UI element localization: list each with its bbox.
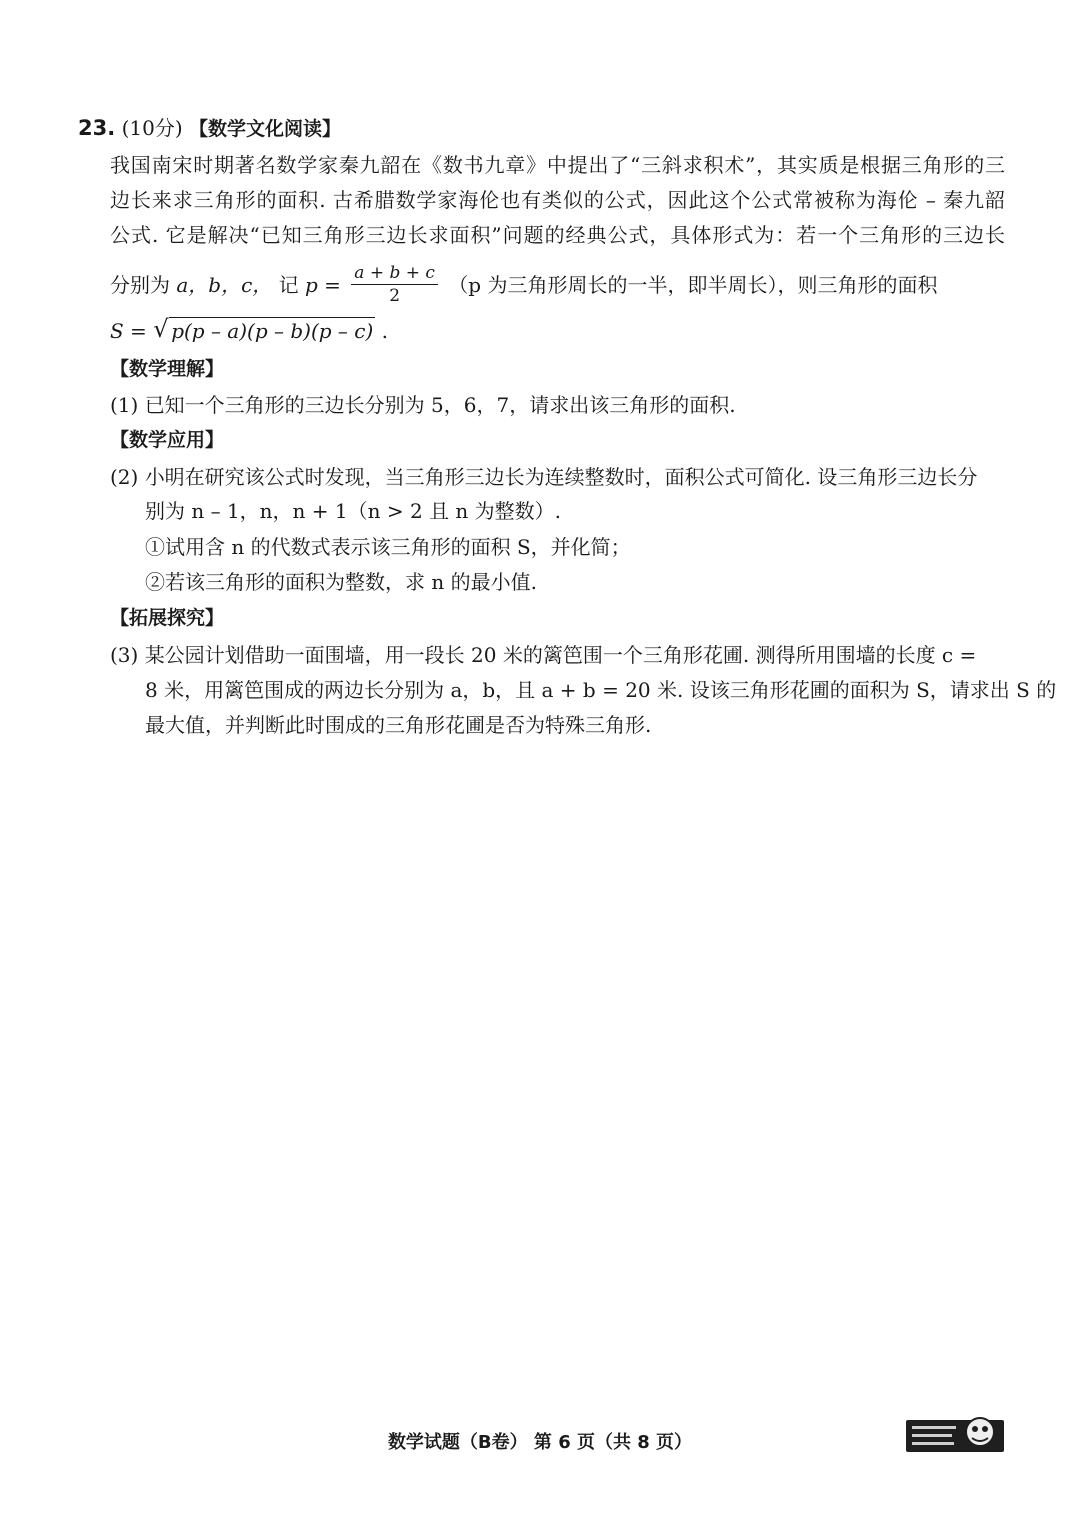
section-exploration: 【拓展探究】 [110, 607, 225, 629]
side-variables: a，b，c， [176, 273, 273, 297]
formula-end: . [381, 319, 389, 343]
section-application: 【数学应用】 [110, 429, 225, 451]
section-understanding: 【数学理解】 [110, 358, 225, 380]
question-2-sub-1: ①试用含 n 的代数式表示该三角形的面积 S，并化简； [145, 535, 631, 559]
question-topic: 【数学文化阅读】 [188, 118, 341, 140]
question-2-line-2: 别为 n – 1，n，n + 1（n > 2 且 n 为整数）. [145, 499, 562, 523]
fraction-numerator: a + b + c [351, 262, 438, 285]
radicand: p(p – a)(p – b)(p – c) [171, 319, 374, 343]
question-2-sub-2: ②若该三角形的面积为整数，求 n 的最小值. [145, 570, 537, 594]
intro-line-3: 公式. 它是解决“已知三角形三边长求面积”问题的经典公式，具体形式为：若一个三角形的三边长 [110, 223, 1005, 247]
page-footer: 数学试题（B卷） 第 6 页（共 8 页） [387, 1432, 693, 1453]
question-3-line-2: 8 米，用篱笆围成的两边长分别为 a，b，且 a + b = 20 米. 设该三角形花圃的面积为 S，请求出 S 的 [145, 678, 1057, 702]
square-root [153, 316, 375, 346]
question-header [78, 114, 341, 143]
question-2-line-1: (2) 小明在研究该公式时发现，当三角形三边长为连续整数时，面积公式可简化. 设三角形三边长分 [110, 465, 978, 489]
intro-line-2: 边长来求三角形的面积. 古希腊数学家海伦也有类似的公式，因此这个公式常被称为海伦 – 秦九韶 [110, 188, 1005, 212]
intro-line-4 [110, 264, 1005, 309]
heron-formula [110, 316, 1005, 346]
publisher-stamp-icon [906, 1414, 1004, 1454]
question-3-line-3: 最大值，并判断此时围成的三角形花圃是否为特殊三角形. [145, 713, 652, 737]
intro-line-1: 我国南宋时期著名数学家秦九韶在《数书九章》中提出了“三斜求积术”，其实质是根据三角形的三 [110, 153, 1005, 177]
intro-line-4-b: 记 [278, 273, 299, 297]
p-equals: p = [305, 273, 341, 297]
fraction-denominator: 2 [389, 286, 401, 306]
question-number: 23. [78, 116, 116, 140]
semi-perimeter-fraction [351, 262, 438, 307]
s-lhs: S = [110, 319, 147, 343]
question-3-line-1: (3) 某公园计划借助一面围墙，用一段长 20 米的篱笆围一个三角形花圃. 测得所用围墙的长度 c = [110, 643, 977, 667]
radical-icon: √ [153, 315, 169, 343]
intro-line-4-a: 分别为 [110, 273, 170, 297]
intro-line-4-c: （p 为三角形周长的一半，即半周长），则三角形的面积 [448, 273, 938, 297]
question-1: (1) 已知一个三角形的三边长分别为 5，6，7，请求出该三角形的面积. [110, 393, 736, 417]
question-points: (10分) [121, 116, 183, 140]
